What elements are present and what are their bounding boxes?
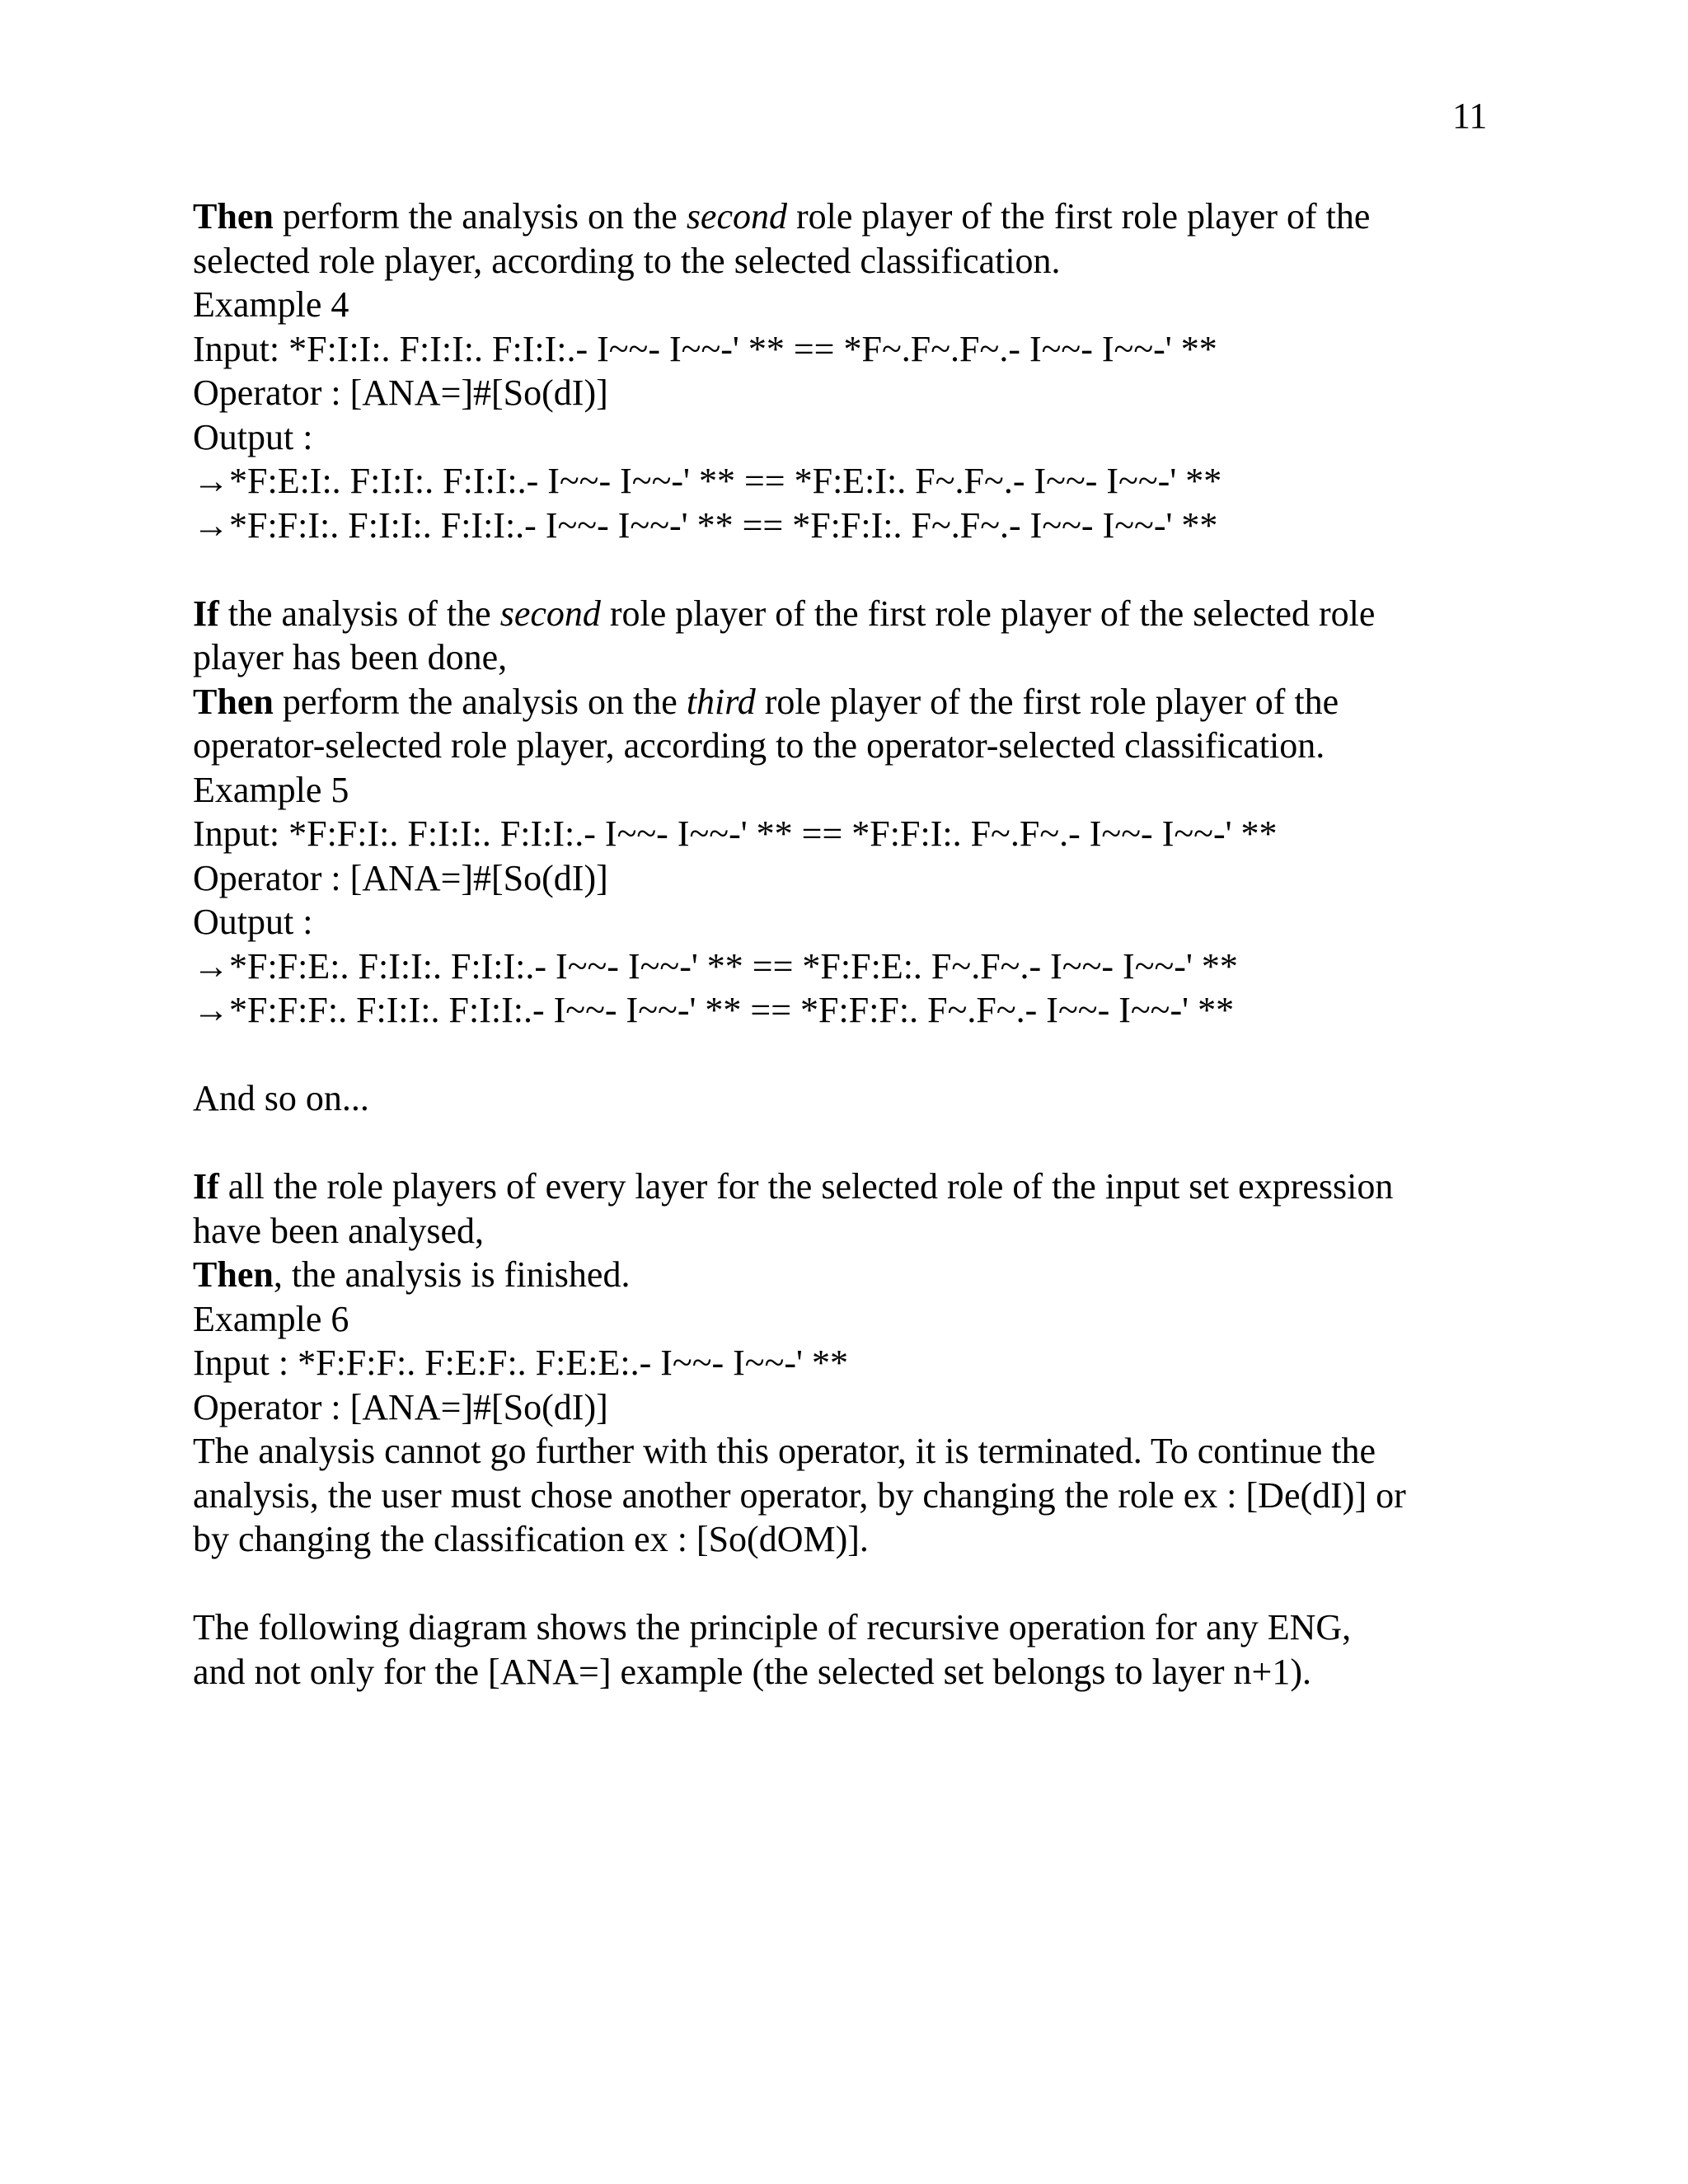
if-sentence-2 <box>193 592 1528 636</box>
if-sentence-3-cont: have been analysed, <box>193 1210 485 1251</box>
sentence-text: role player of the first role player of the selected role <box>600 593 1376 634</box>
if-sentence-3 <box>193 1165 1528 1209</box>
then-sentence-1-cont: selected role player, according to the selected classification. <box>193 240 1061 281</box>
sentence-text: role player of the first role player of the <box>787 196 1371 237</box>
page-number: 11 <box>1452 96 1488 136</box>
then-keyword: Then <box>193 681 274 722</box>
if-keyword: If <box>193 593 219 634</box>
example-5-operator: Operator : [ANA=]#[So(dI)] <box>193 857 608 898</box>
then-keyword: Then <box>193 1254 274 1295</box>
paragraph-gap <box>193 1033 1528 1077</box>
emphasis-second: second <box>686 196 787 237</box>
example-6-label: Example 6 <box>193 1298 349 1339</box>
example-4-label: Example 4 <box>193 284 349 325</box>
example-6-note-line-2: analysis, the user must chose another operator, by changing the role ex : [De(dI)] or <box>193 1474 1406 1516</box>
then-sentence-3 <box>193 1253 1528 1297</box>
diagram-intro-line-1: The following diagram shows the principle of recursive operation for any ENG, <box>193 1607 1352 1647</box>
example-6-note-line-1: The analysis cannot go further with this operator, it is terminated. To continue the <box>193 1431 1376 1471</box>
example-4-output-label: Output : <box>193 416 313 457</box>
sentence-text: role player of the first role player of the <box>755 681 1339 722</box>
sentence-text: all the role players of every layer for the selected role of the input set expression <box>218 1166 1394 1207</box>
emphasis-third: third <box>686 681 756 722</box>
example-5-output-1: →*F:F:E:. F:I:I:. F:I:I:.- I~~- I~~-' ** == *F:F:E:. F~.F~.- I~~- I~~-' ** <box>193 945 1238 987</box>
example-5-label: Example 5 <box>193 769 349 810</box>
diagram-intro-line-2: and not only for the [ANA=] example (the selected set belongs to layer n+1). <box>193 1651 1311 1692</box>
example-5-input: Input: *F:F:I:. F:I:I:. F:I:I:.- I~~- I~~-' ** == *F:F:I:. F~.F~.- I~~- I~~-' ** <box>193 813 1278 854</box>
example-4-output-2: →*F:F:I:. F:I:I:. F:I:I:.- I~~- I~~-' ** == *F:F:I:. F~.F~.- I~~- I~~-' ** <box>193 504 1218 546</box>
then-sentence-2 <box>193 680 1528 724</box>
sentence-text: perform the analysis on the <box>273 681 687 722</box>
then-sentence-2-cont: operator-selected role player, according to the operator-selected classification. <box>193 725 1325 766</box>
paragraph-gap <box>193 547 1528 592</box>
then-keyword: Then <box>193 196 274 237</box>
example-4-output-1: →*F:E:I:. F:I:I:. F:I:I:.- I~~- I~~-' ** == *F:E:I:. F~.F~.- I~~- I~~-' ** <box>193 461 1222 501</box>
sentence-text: , the analysis is finished. <box>273 1254 631 1295</box>
example-4-operator: Operator : [ANA=]#[So(dI)] <box>193 373 608 413</box>
example-6-input: Input : *F:F:F:. F:E:F:. F:E:E:.- I~~- I~~-' ** <box>193 1343 848 1383</box>
emphasis-second: second <box>499 593 601 634</box>
example-5-output-label: Output : <box>193 902 313 942</box>
page-body <box>193 194 1528 1694</box>
if-sentence-2-cont: player has been done, <box>193 637 508 677</box>
example-6-operator: Operator : [ANA=]#[So(dI)] <box>193 1386 608 1427</box>
and-so-on: And so on... <box>193 1078 369 1118</box>
paragraph-gap <box>193 1121 1528 1165</box>
example-4-input: Input: *F:I:I:. F:I:I:. F:I:I:.- I~~- I~~-' ** == *F~.F~.F~.- I~~- I~~-' ** <box>193 328 1217 369</box>
paragraph-gap <box>193 1562 1528 1606</box>
sentence-text: the analysis of the <box>218 593 500 634</box>
example-5-output-2: →*F:F:F:. F:I:I:. F:I:I:.- I~~- I~~-' ** == *F:F:F:. F~.F~.- I~~- I~~-' ** <box>193 990 1235 1030</box>
then-sentence-1 <box>193 194 1528 239</box>
sentence-text: perform the analysis on the <box>273 196 687 237</box>
if-keyword: If <box>193 1166 219 1207</box>
example-6-note-line-3: by changing the classification ex : [So(dOM)]. <box>193 1519 869 1559</box>
